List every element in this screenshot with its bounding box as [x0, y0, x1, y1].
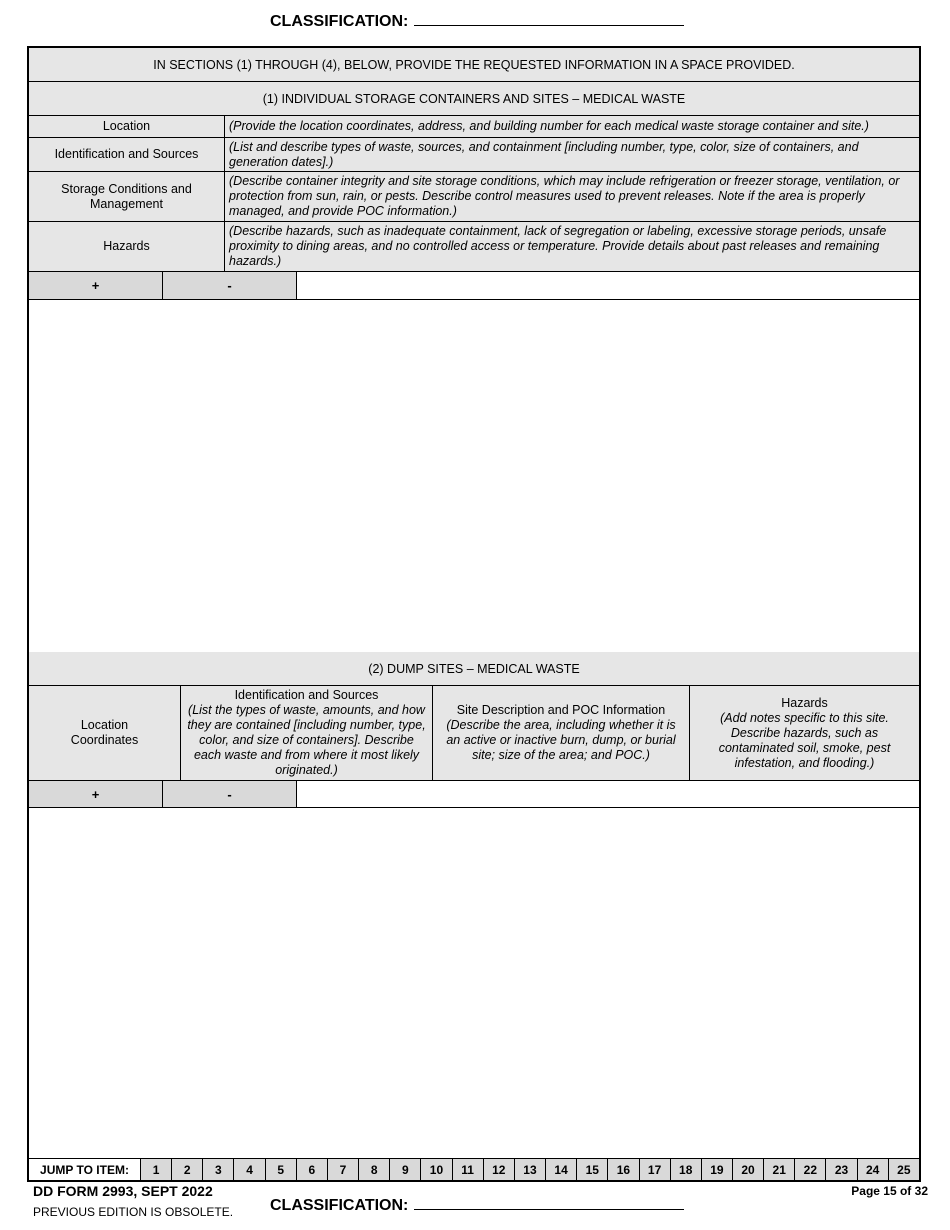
classification-bottom [270, 1195, 684, 1215]
s1-label-location: Location [29, 116, 225, 137]
form-id: DD FORM 2993, SEPT 2022 [33, 1183, 213, 1199]
s1-desc-storage: (Describe container integrity and site storage conditions, which may include refrigeration or freezer storage, ventilation, or protection from sun, rain, or pests. Describe control measures used to prevent releases. Note if the area is properly managed, and provide POC information.) [229, 174, 900, 218]
jump-item-8[interactable]: 8 [359, 1159, 390, 1180]
s2-entry-area[interactable] [29, 808, 919, 1158]
jump-item-13[interactable]: 13 [515, 1159, 546, 1180]
s1-desc-location: (Provide the location coordinates, address, and building number for each medical waste storage container and site.) [229, 119, 869, 133]
jump-item-10[interactable]: 10 [421, 1159, 452, 1180]
jump-item-2[interactable]: 2 [172, 1159, 203, 1180]
classification-line[interactable] [414, 11, 684, 26]
s1-desc-identification: (List and describe types of waste, sources, and containment [including number, type, color, size of containers, and generation dates].) [229, 139, 859, 169]
jump-item-21[interactable]: 21 [764, 1159, 795, 1180]
classification-line-bottom[interactable] [414, 1195, 684, 1210]
s1-row-identification [29, 138, 919, 172]
jump-item-20[interactable]: 20 [733, 1159, 764, 1180]
jump-item-5[interactable]: 5 [266, 1159, 297, 1180]
footer-left [33, 1183, 233, 1219]
classification-label-bottom: CLASSIFICATION: [270, 1197, 409, 1214]
s1-label-identification: Identification and Sources [29, 138, 225, 171]
instructions-text: IN SECTIONS (1) THROUGH (4), BELOW, PROVIDE THE REQUESTED INFORMATION IN A SPACE PROVIDED. [153, 57, 795, 72]
s2-add-row-button[interactable]: + [29, 781, 163, 807]
form-body [27, 46, 921, 1182]
instructions-row [29, 48, 919, 82]
s2-remove-row-button[interactable]: - [163, 781, 297, 807]
s2-col-location-heading: Location Coordinates [70, 718, 139, 747]
s2-col-hazards-heading: Hazards [781, 695, 828, 710]
jump-item-17[interactable]: 17 [640, 1159, 671, 1180]
classification-label: CLASSIFICATION: [270, 13, 409, 30]
classification-top [270, 11, 684, 31]
page-number: Page 15 of 32 [851, 1184, 928, 1198]
s1-remove-row-button[interactable]: - [163, 272, 297, 299]
s2-header-row [29, 686, 919, 781]
jump-to-item-bar [29, 1158, 919, 1180]
s2-col-identification-heading: Identification and Sources [234, 688, 379, 702]
s1-row-location [29, 116, 919, 138]
s2-col-identification [181, 686, 433, 780]
s1-label-storage: Storage Conditions and Management [29, 172, 225, 221]
jump-item-1[interactable]: 1 [141, 1159, 172, 1180]
s2-col-location [29, 686, 181, 780]
jump-item-6[interactable]: 6 [297, 1159, 328, 1180]
jump-item-4[interactable]: 4 [234, 1159, 265, 1180]
jump-item-9[interactable]: 9 [390, 1159, 421, 1180]
s1-label-hazards: Hazards [29, 222, 225, 271]
s2-col-site [433, 686, 690, 780]
s1-desc-hazards: (Describe hazards, such as inadequate containment, lack of segregation or labeling, excessive storage periods, unsafe proximity to dining areas, and no controlled access or temperature. Provide details about past releases and remaining hazards.) [229, 224, 887, 268]
jump-item-25[interactable]: 25 [889, 1159, 919, 1180]
jump-item-24[interactable]: 24 [858, 1159, 889, 1180]
jump-item-15[interactable]: 15 [577, 1159, 608, 1180]
section1-title-text: (1) INDIVIDUAL STORAGE CONTAINERS AND SITES – MEDICAL WASTE [262, 91, 686, 106]
jump-item-18[interactable]: 18 [671, 1159, 702, 1180]
s2-col-site-heading: Site Description and POC Information [456, 703, 666, 717]
jump-item-3[interactable]: 3 [203, 1159, 234, 1180]
s1-button-bar [29, 272, 919, 300]
previous-edition-note: PREVIOUS EDITION IS OBSOLETE. [33, 1205, 234, 1219]
s1-add-row-button[interactable]: + [29, 272, 163, 299]
jump-item-7[interactable]: 7 [328, 1159, 359, 1180]
jump-item-12[interactable]: 12 [484, 1159, 515, 1180]
s2-button-bar [29, 781, 919, 808]
jump-item-19[interactable]: 19 [702, 1159, 733, 1180]
jump-item-11[interactable]: 11 [453, 1159, 484, 1180]
s2-col-identification-desc: (List the types of waste, amounts, and how they are contained [including number, type, color, and size of containers]. Describe each waste and from where it most likely originated.) [187, 703, 426, 777]
s1-row-storage [29, 172, 919, 222]
s2-col-hazards-desc: (Add notes specific to this site. Describe hazards, such as contaminated soil, smoke, pest infestation, and flooding.) [718, 710, 891, 770]
jump-item-16[interactable]: 16 [608, 1159, 639, 1180]
section2-title-text: (2) DUMP SITES – MEDICAL WASTE [368, 661, 580, 676]
jump-label: JUMP TO ITEM: [29, 1159, 141, 1180]
s2-col-site-desc: (Describe the area, including whether it is an active or inactive burn, dump, or burial site; size of the area; and POC.) [446, 718, 676, 762]
s1-entry-area[interactable] [29, 300, 919, 653]
jump-item-14[interactable]: 14 [546, 1159, 577, 1180]
jump-item-23[interactable]: 23 [826, 1159, 857, 1180]
jump-item-22[interactable]: 22 [795, 1159, 826, 1180]
section1-title [29, 82, 919, 116]
section2-title [29, 652, 919, 686]
s2-col-hazards [690, 686, 919, 780]
s1-row-hazards [29, 222, 919, 272]
